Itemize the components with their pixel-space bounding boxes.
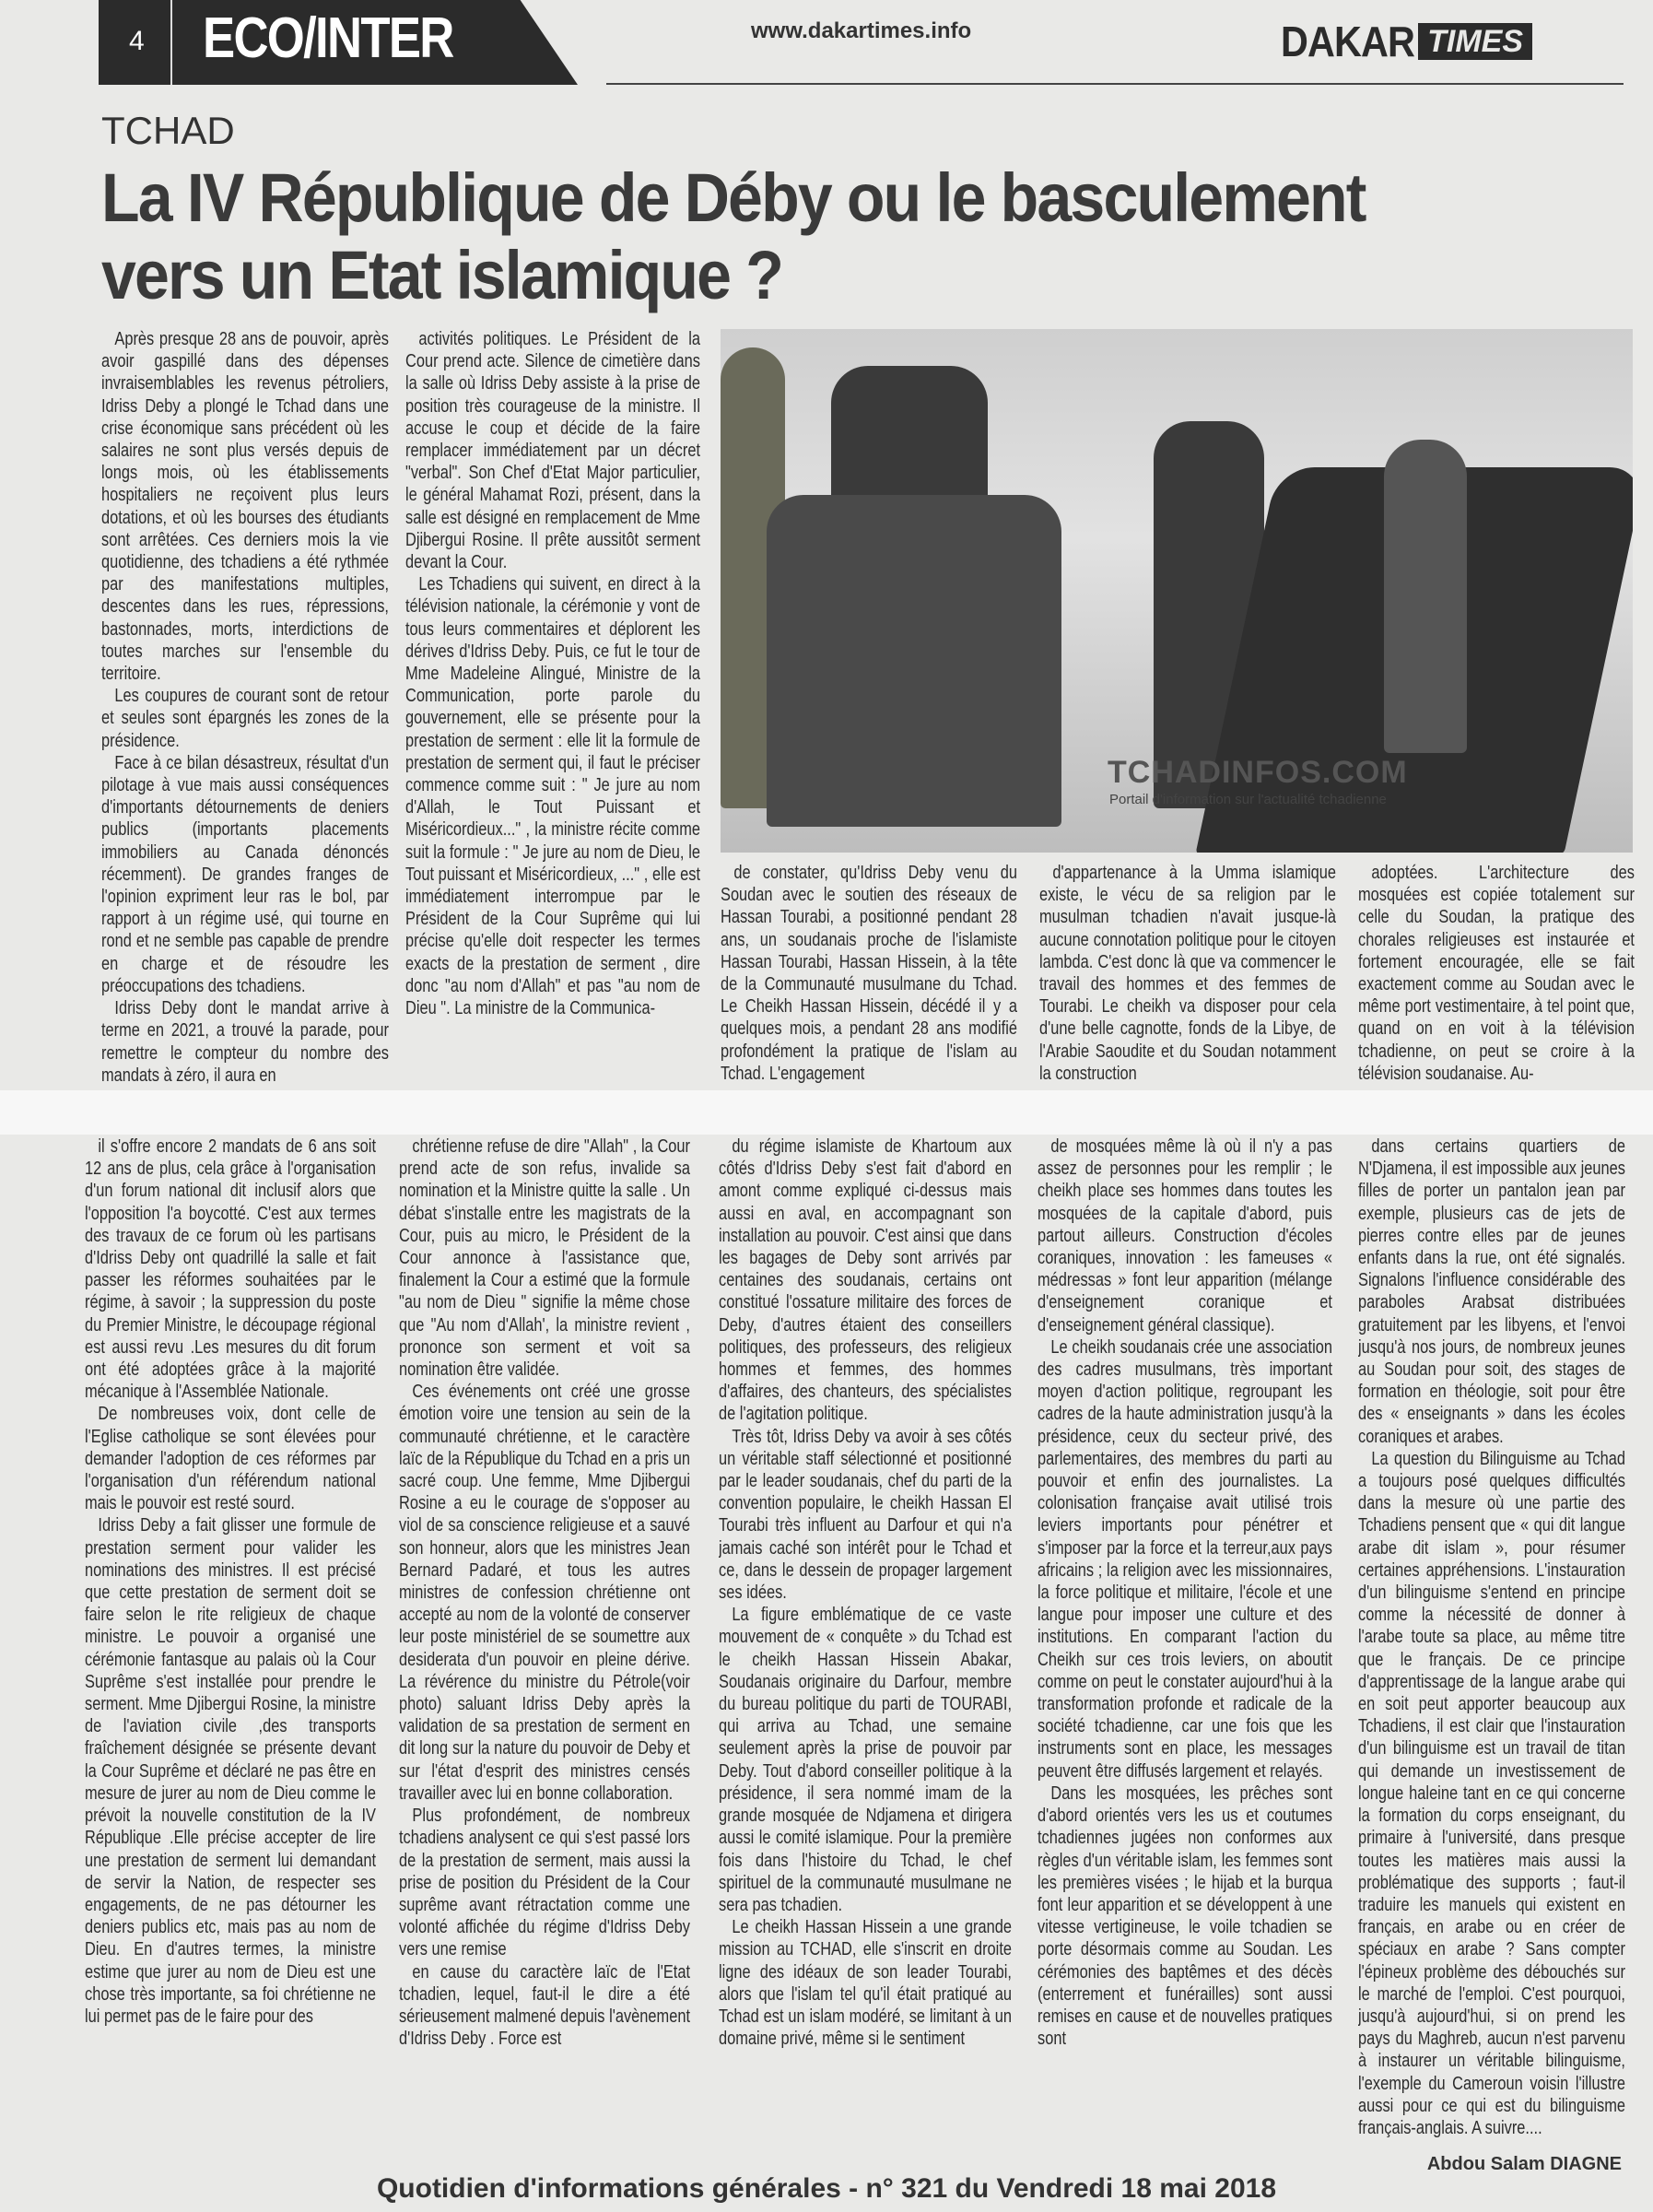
author-signature: Abdou Salam DIAGNE: [1426, 2154, 1622, 2174]
paragraph: chrétienne refuse de dire "Allah" , la Cour prend acte de son refus, invalide sa nomination et la Ministre quitte la salle . Un débat s'installe entre les magistrats de la Cour, puis au micro, le Président de la Cour annonce à l'assistance que, finalement la Cour a estimé que la formule "au nom de Dieu " signifie la même chose que "Au nom d'Allah', la ministre revient , prononce son serment et voit sa nomination être validée.: [399, 1135, 690, 1381]
column-bottom-4: [1038, 1135, 1332, 2159]
photo-figure: [1384, 440, 1467, 753]
paragraph: adoptées. L'architecture des mosquées est copiée totalement sur celle du Soudan, la pratique des chorales religieuses est instaurée et fortement encouragée, elle se fait exactement comme au Soudan avec le même port vestimentaire, à tel point que, quand on en voit à la télévision tchadienne, on peut se croire à la télévision soudanaise. Au-: [1358, 862, 1635, 1084]
logo-times: TIMES: [1418, 23, 1532, 60]
paragraph: d'appartenance à la Umma islamique existe, le vécu de sa religion par le musulman tchadien n'avait jusque-là aucune connotation politique pour le citoyen lambda. C'est donc là que va commencer le travail des hommes et des femmes de Tourabi. Le cheikh va disposer pour cela d'une belle cagnotte, fonds de la Libye, de l'Arabie Saoudite et du Soudan notamment la construction: [1039, 862, 1336, 1084]
column-bottom-5: [1358, 1135, 1625, 2154]
paragraph: Face à ce bilan désastreux, résultat d'un pilotage à vue mais aussi conséquences d'importants détournements de deniers publics (importants placements immobiliers au Canada dénoncés récemment). De grandes franges de l'opinion expriment leur ras le bol, par rapport à un régime usé, qui tourne en rond et ne semble pas capable de prendre en charge et de résoudre les préoccupations des tchadiens.: [101, 751, 389, 996]
paragraph: Après presque 28 ans de pouvoir, après avoir gaspillé dans des dépenses invraisemblables les revenus pétroliers, Idriss Deby a plongé le Tchad dans une crise économique sans précédent où les salaires ne sont plus versés depuis de longs mois, où les établissements hospitaliers ne reçoivent plus leurs dotations, et où les bourses des étudiants sont arrêtées. Ces derniers mois la vie quotidienne, des tchadiens a été rythmée par des manifestations multiples, descentes dans les rues, répressions, bastonnades, morts, interdictions de toutes marches sur l'ensemble du territoire.: [101, 328, 389, 685]
scan-gap: [0, 1090, 1653, 1135]
section-title: ECO/INTER: [203, 6, 453, 70]
paragraph: de constater, qu'Idriss Deby venu du Soudan avec le soutien des réseaux de Hassan Tourabi, a positionné pendant 28 ans, un soudanais proche de l'islamiste Hassan Tourabi, Hassan Hissein, à la tête de la Communauté musulmane du Tchad. Le Cheikh Hassan Hissein, décédé il y a quelques mois, a pendant 28 ans modifié profondément la pratique de l'islam au Tchad. L'engagement: [721, 862, 1017, 1084]
paragraph: La question du Bilinguisme au Tchad a toujours posé quelques difficultés dans la mesure où une partie des Tchadiens pensent que « qui dit langue arabe dit islam », pour résumer certaines appréhensions. L'instauration d'un bilinguisme s'entend en principe comme la nécessité de donner à l'arabe toute sa place, au même titre que le français. De ce principe d'apprentissage de la langue arabe qui en soit peut apporter beaucoup aux Tchadiens, il est clair que l'instauration d'un bilinguisme est un travail de titan qui demande un investissement de longue haleine tant en ce qui concerne la formation du corps enseignant, du primaire à l'université, dans presque toutes les matières mais aussi la problématique des supports ; faut-il traduire les manuels qui existent en français, en arabe ou en créer de spéciaux en arabe ? Sans compter l'épineux problème des débouchés sur le marché de l'emploi. C'est pourquoi, jusqu'à aujourd'hui, si on prend les pays du Maghreb, aucun n'est parvenu à instaurer un véritable bilinguisme, l'exemple du Cameroun voisin l'illustre aussi pour ce qui est du bilinguisme français-anglais. A suivre....: [1358, 1447, 1625, 2138]
column-top-2: [405, 328, 700, 1090]
paragraph: Les coupures de courant sont de retour et seules sont épargnés les zones de la présidence.: [101, 685, 389, 751]
headline-line-2: vers un Etat islamique ?: [101, 237, 783, 313]
banner-divider: [170, 0, 172, 85]
newspaper-logo: [1281, 20, 1532, 63]
article-kicker: TCHAD: [101, 109, 235, 152]
header-rule: [606, 83, 1624, 85]
column-bottom-1: [85, 1135, 376, 2159]
paragraph: dans certains quartiers de N'Djamena, il est impossible aux jeunes filles de porter un pantalon jean par exemple, plusieurs cas de jets de pierres contre elles par de jeunes enfants dans la rue, ont été signalés. Signalons l'influence considérable des paraboles Arabsat distribuées gratuitement par les libyens, et l'envoi jusqu'à nos jours, de nombreux jeunes au Soudan pour soit, des stages de formation en théologie, soit pour être des « enseignants » dans les écoles coraniques et arabes.: [1358, 1135, 1625, 1447]
paragraph: il s'offre encore 2 mandats de 6 ans soit 12 ans de plus, cela grâce à l'organisation d'un forum national dit inclusif alors que l'opposition l'a boycotté. C'est aux termes des travaux de ce forum où les partisans d'Idriss Deby ont quadrillé la salle et fait passer les réformes souhaitées par le régime, à savoir ; la suppression du poste du Premier Ministre, le découpage régional est aussi revu .Les mesures du dit forum ont été adoptées grâce à la majorité mécanique à l'Assemblée Nationale.: [85, 1135, 376, 1403]
website-url[interactable]: www.dakartimes.info: [751, 18, 972, 43]
paragraph: La figure emblématique de ce vaste mouvement de « conquête » du Tchad est le cheikh Hassan Hissein Abakar, Soudanais originaire du Darfour, membre du bureau politique du parti de TOURABI, qui arriva au Tchad, une semaine seulement après la prise de pouvoir par Deby. Tout d'abord conseiller politique à la présidence, il sera nommé imam de la grande mosquée de Ndjamena et dirigera aussi le comité islamique. Pour la première fois dans l'histoire du Tchad, le chef spirituel de la communauté musulmane ne sera pas tchadien.: [719, 1604, 1012, 1915]
paragraph: Plus profondément, de nombreux tchadiens analysent ce qui s'est passé lors de la prestation de serment, mais aussi la prise de position du Président de la Cour suprême avant rétractation comme une volonté affichée du régime d'Idriss Deby vers une remise: [399, 1805, 690, 1960]
paragraph: Le cheikh Hassan Hissein a une grande mission au TCHAD, elle s'inscrit en droite ligne des idéaux de son leader Tourabi, alors que l'islam tel qu'il était pratiqué au Tchad est un islam modéré, se limitant à un domaine privé, même si le sentiment: [719, 1916, 1012, 2050]
paragraph: Ces événements ont créé une grosse émotion voire une tension au sein de la communauté chrétienne, et le caractère laïc de la République du Tchad en a pris un sacré coup. Une femme, Mme Djibergui Rosine a eu le courage de s'opposer au viol de sa conscience religieuse et a sauvé son honneur, alors que les ministres Jean Bernard Padaré, et tous les autres ministres de confession chrétienne ont accepté au nom de la volonté de conserver leur poste ministériel de se soumettre aux desiderata d'un pouvoir en pleine dérive. La révérence du ministre du Pétrole(voir photo) saluant Idriss Deby après la validation de sa prestation de serment en dit long sur la nature du pouvoir de Deby et sur l'état d'esprit des ministres censés travailler avec lui en bonne collaboration.: [399, 1381, 690, 1804]
logo-dakar: DAKAR: [1281, 18, 1414, 65]
column-top-5: [1358, 862, 1635, 1090]
paragraph: De nombreuses voix, dont celle de l'Eglise catholique se sont élevées pour demander l'adoption de ces réformes par l'organisation d'un référendum national mais le pouvoir est resté sourd.: [85, 1403, 376, 1514]
paragraph: activités politiques. Le Président de la Cour prend acte. Silence de cimetière dans la salle où Idriss Deby assiste à la prise de position très courageuse de la ministre. Il accuse le coup et décide de la faire remplacer immédiatement par un décret "verbal". Son Chef d'Etat Major particulier, le général Mahamat Rozi, présent, dans la salle est désigné en remplacement de Mme Djibergui Rosine. Il prête aussitôt serment devant la Cour.: [405, 328, 700, 573]
column-top-1: [101, 328, 389, 1090]
paragraph: en cause du caractère laïc de l'Etat tchadien, lequel, faut-il le dire a été sérieusement malmené depuis l'avènement d'Idriss Deby . Force est: [399, 1960, 690, 2050]
column-top-4: [1039, 862, 1336, 1090]
column-bottom-3: [719, 1135, 1012, 2159]
paragraph: Idriss Deby dont le mandat arrive à terme en 2021, a trouvé la parade, pour remettre le compteur du nombre des mandats à zéro, il aura en: [101, 997, 389, 1086]
page-number: 4: [129, 26, 145, 56]
photo-credit-subtitle: Portail d'information sur l'actualité tchadienne: [1109, 792, 1387, 807]
paragraph: Très tôt, Idriss Deby va avoir à ses côtés un véritable staff sélectionné et positionné par le leader soudanais, chef du parti de la convention populaire, le cheikh Hassan El Tourabi très influent au Darfour et qui n'a jamais caché son intérêt pour le Tchad et ce, dans le dessein de propager largement ses idées.: [719, 1425, 1012, 1604]
photo-figure: [767, 495, 1061, 827]
paragraph: Le cheikh soudanais crée une association des cadres musulmans, très important moyen d'action politique, regroupant les cadres de la haute administration jusqu'à la présidence, ceux du secteur privé, des parlementaires, des membres du parti au pouvoir et enfin des journalistes. La colonisation française avait utilisé trois leviers importants pour pénétrer et s'imposer par la force et la terreur,aux pays africains ; la religion avec les missionnaires, la force politique et militaire, l'école et une langue pour imposer une culture et des institutions. En comparant l'action du Cheikh sur ces trois leviers, on aboutit comme on peut le constater aujourd'hui à la transformation profonde et radicale de la société tchadienne, car une fois que les instruments sont en place, les messages peuvent être diffusés largement et relayés.: [1038, 1335, 1332, 1782]
paragraph: du régime islamiste de Khartoum aux côtés d'Idriss Deby s'est fait d'abord en amont comme expliqué ci-dessus mais aussi en aval, en accompagnant son installation au pouvoir. C'est ainsi que dans les bagages de Deby sont arrivés par centaines des soudanais, certains ont constitué l'ossature militaire des forces de Deby, d'autres étaient des conseillers politiques, des professeurs, des religieux hommes et femmes, des hommes d'affaires, des chanteurs, des spécialistes de l'agitation politique.: [719, 1135, 1012, 1425]
article-photo: [721, 329, 1633, 853]
column-bottom-2: [399, 1135, 690, 2159]
photo-credit: TCHADINFOS.COM: [1108, 755, 1408, 790]
headline-line-1: La IV République de Déby ou le basculement: [101, 159, 1366, 236]
page-footer: Quotidien d'informations générales - n° 321 du Vendredi 18 mai 2018: [376, 2173, 1277, 2204]
paragraph: de mosquées même là où il n'y a pas assez de personnes pour les remplir ; le cheikh place ses hommes dans toutes les mosquées de la capitale d'abord, puis partout ailleurs. Construction d'écoles coraniques, innovation : les fameuses « médressas » font leur apparition (mélange d'enseignement coranique et d'enseignement général classique).: [1038, 1135, 1332, 1335]
column-top-3: [721, 862, 1017, 1090]
paragraph: Idriss Deby a fait glisser une formule de prestation serment pour valider les nominations des ministres. Il est précisé que cette prestation de serment doit se faire selon le rite religieux de chaque ministre. Le pouvoir a organisé une cérémonie fantasque au palais où la Cour Suprême s'est installée pour prendre le serment. Mme Djibergui Rosine, la ministre de l'aviation civile ,des transports fraîchement désignée se présente devant la Cour Suprême et déclaré ne pas être en mesure de jurer au nom de Dieu comme le prévoit la nouvelle constitution de la IV République .Elle précise accepter de lire une prestation de serment lui demandant de servir la Nation, de respecter ses engagements, de ne pas détourner les deniers publics etc, mais pas au nom de Dieu. En d'autres termes, la ministre estime que jurer au nom de Dieu est une chose très importante, sa foi chrétienne ne lui permet pas de le faire pour des: [85, 1514, 376, 2027]
paragraph: Dans les mosquées, les prêches sont d'abord orientés vers les us et coutumes tchadiennes jugées non conformes aux règles d'un véritable islam, les femmes sont les premières visées ; le hijab et la burqua font leur apparition et se développent à une vitesse vertigineuse, le voile tchadien se porte désormais comme au Soudan. Les cérémonies des baptêmes et des décès (enterrement et funérailles) sont aussi remises en cause et de nouvelles pratiques sont: [1038, 1782, 1332, 2050]
paragraph: Les Tchadiens qui suivent, en direct à la télévision nationale, la cérémonie y vont de tous leurs commentaires et déplorent les dérives d'Idriss Deby. Puis, ce fut le tour de Mme Madeleine Alingué, Ministre de la Communication, porte parole du gouvernement, elle se présente pour la prestation de serment : elle lit la formule de prestation de serment qui, il faut le préciser commence comme suit : " Je jure au nom d'Allah, le Tout Puissant et Miséricordieux..." , la ministre récite comme suit la formule : " Je jure au nom de Dieu, le Tout puissant et Miséricordieux, ..." , elle est immédiatement interrompue par le Président de la Cour Suprême qui lui précise qu'elle doit respecter les termes exacts de la prestation de serment , dire donc "au nom d'Allah" et pas "au nom de Dieu ". La ministre de la Communica-: [405, 573, 700, 1019]
